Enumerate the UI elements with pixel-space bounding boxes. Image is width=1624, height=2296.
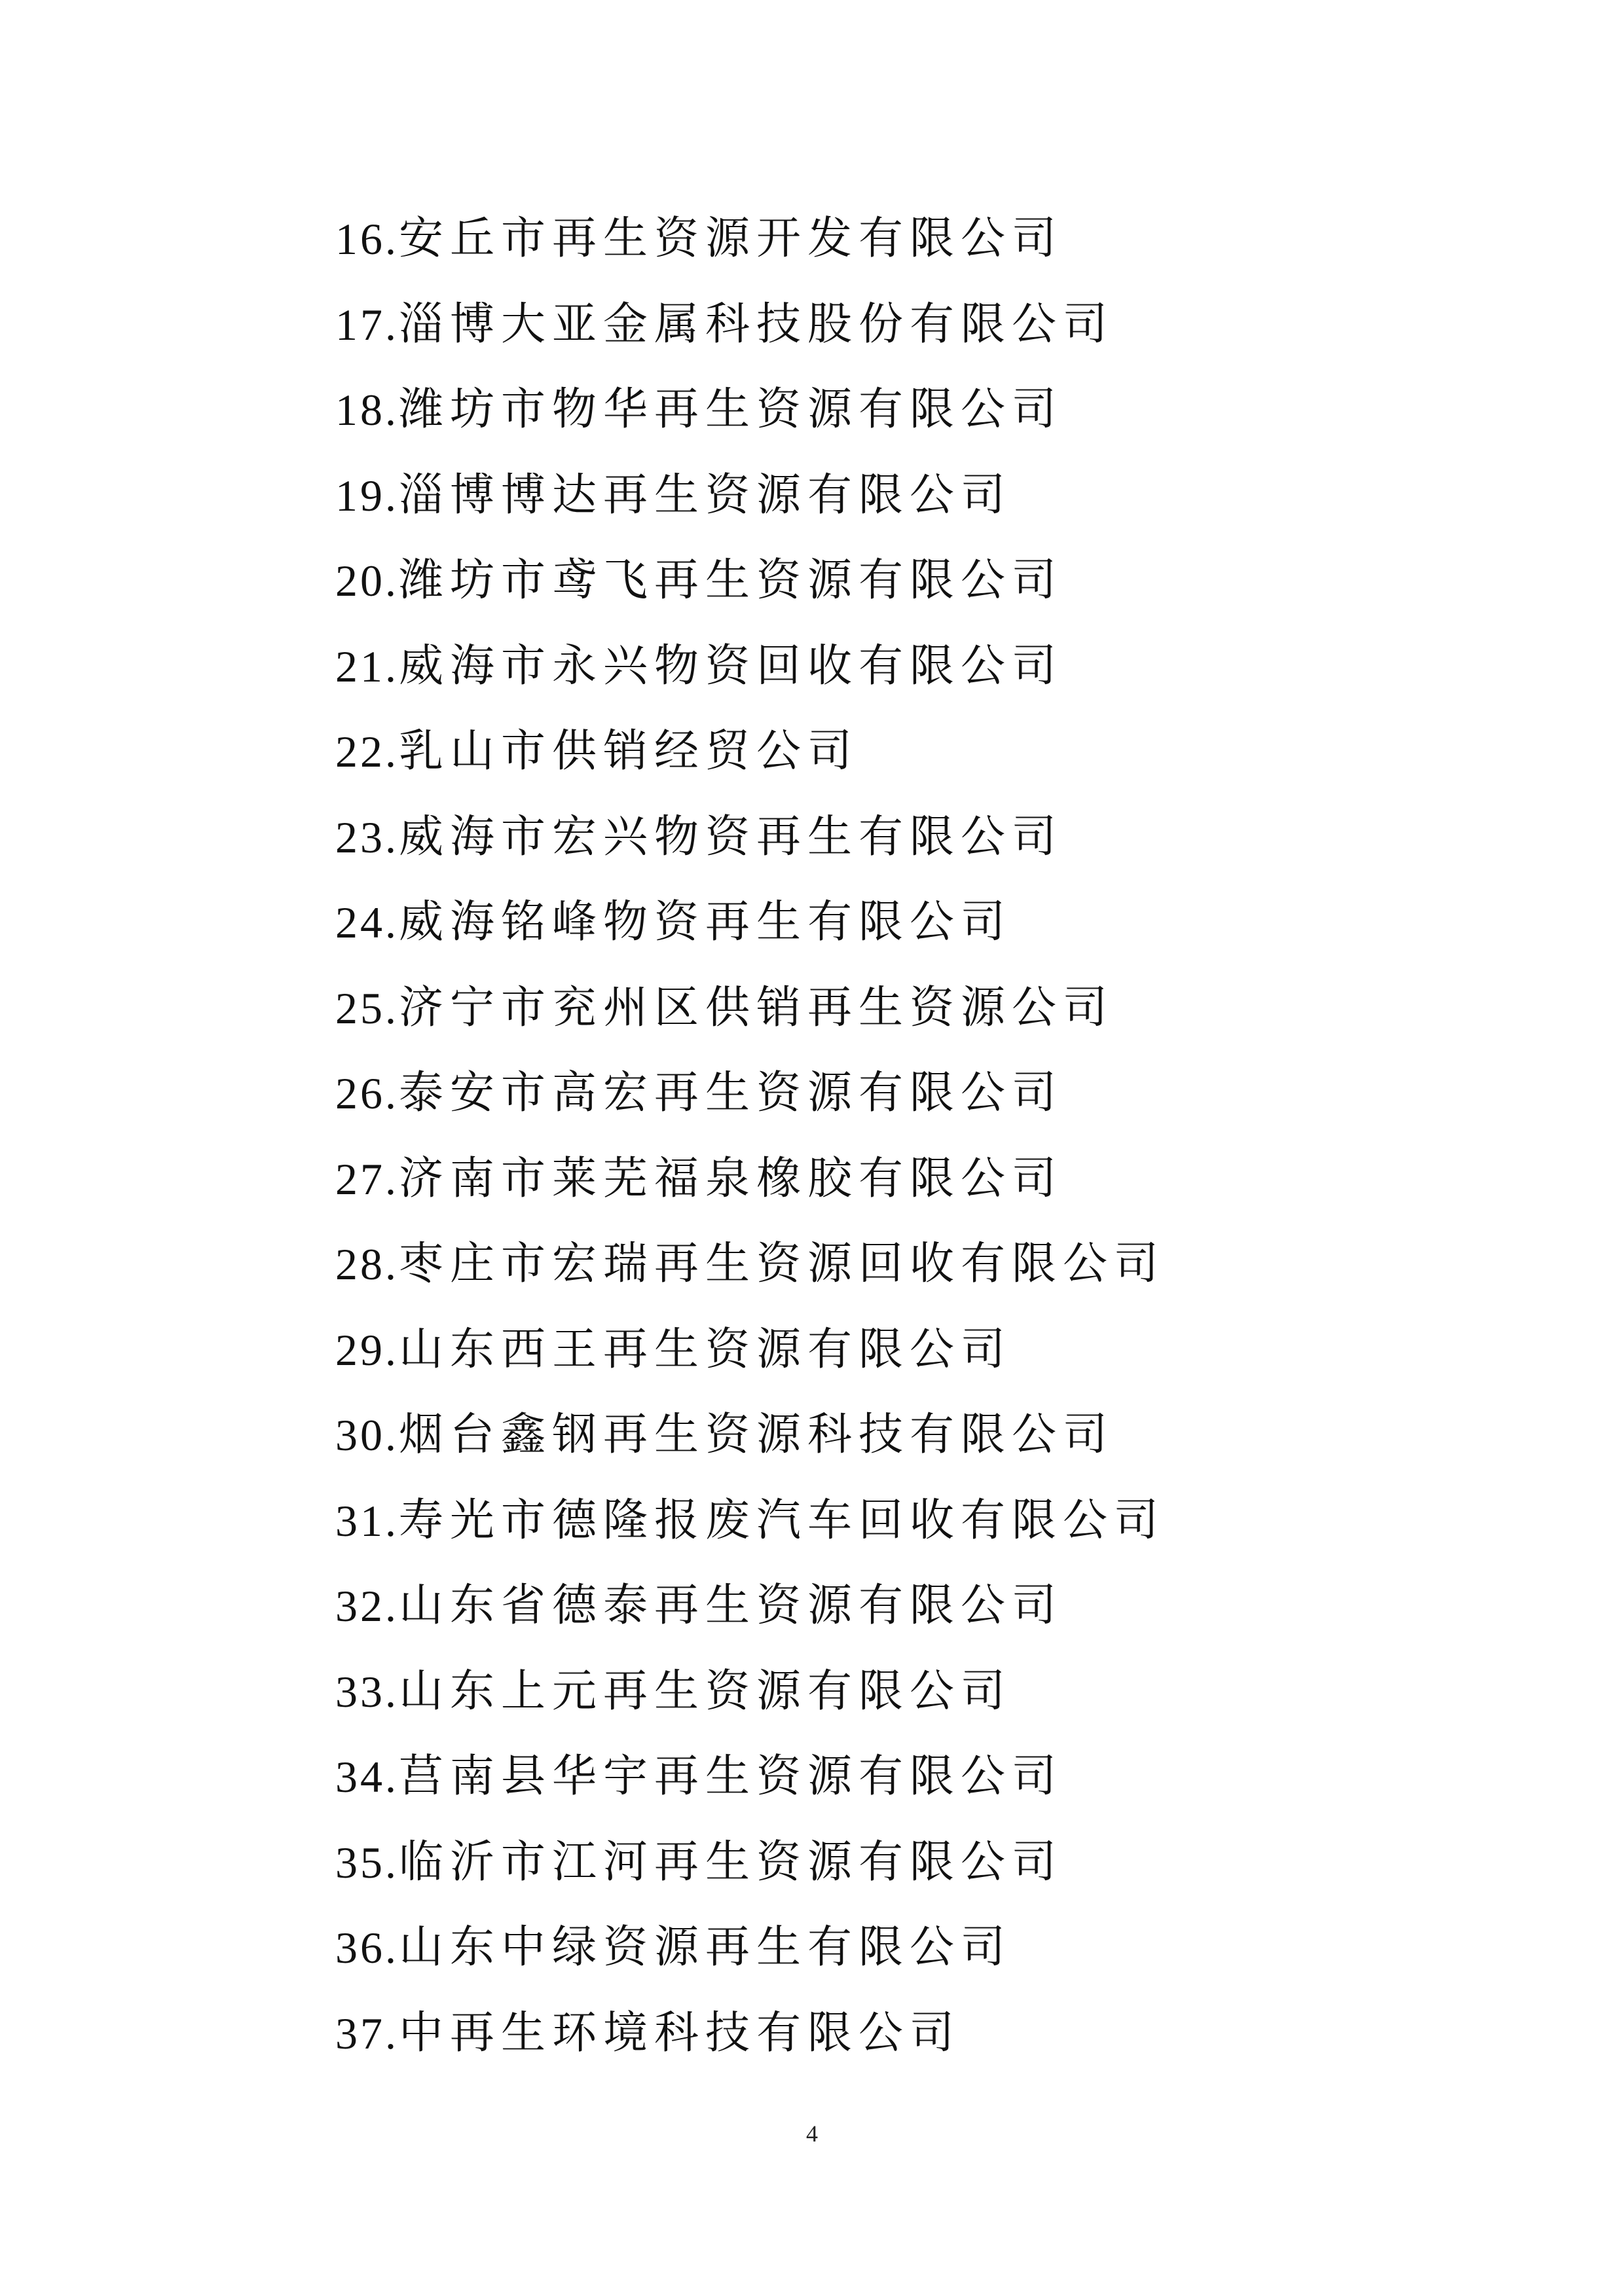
item-number: 27. (335, 1154, 399, 1204)
company-name: 潍坊市物华再生资源有限公司 (399, 384, 1063, 435)
company-name: 潍坊市鸢飞再生资源有限公司 (399, 555, 1063, 606)
item-number: 36. (335, 1923, 399, 1973)
company-name: 山东西王再生资源有限公司 (399, 1323, 1012, 1376)
item-number: 31. (335, 1495, 399, 1546)
list-item (335, 719, 1165, 805)
item-number: 33. (335, 1666, 399, 1717)
item-number: 20. (335, 556, 399, 606)
company-name: 山东中绿资源再生有限公司 (399, 1922, 1012, 1973)
list-item (335, 1573, 1165, 1659)
company-name: 乳山市供销经贸公司 (399, 725, 859, 777)
company-name: 威海市永兴物资回收有限公司 (399, 640, 1063, 692)
company-name: 寿光市德隆报废汽车回收有限公司 (399, 1494, 1166, 1546)
list-item (335, 890, 1165, 975)
company-name: 泰安市高宏再生资源有限公司 (399, 1067, 1063, 1119)
list-item (335, 1488, 1165, 1574)
company-name: 莒南县华宇再生资源有限公司 (399, 1751, 1063, 1802)
item-number: 21. (335, 641, 399, 691)
item-number: 25. (335, 983, 399, 1033)
company-name: 威海铭峰物资再生有限公司 (399, 896, 1012, 948)
company-name: 济南市莱芜福泉橡胶有限公司 (399, 1152, 1063, 1205)
item-number: 35. (335, 1837, 399, 1887)
item-number: 17. (335, 299, 399, 350)
company-name: 淄博博达再生资源有限公司 (399, 469, 1012, 521)
company-name: 中再生环境科技有限公司 (399, 2007, 961, 2059)
company-name: 临沂市江河再生资源有限公司 (399, 1836, 1063, 1888)
list-item (335, 975, 1165, 1061)
list-item (335, 634, 1165, 720)
item-number: 32. (335, 1581, 399, 1631)
list-item (335, 2001, 1165, 2086)
list-item (335, 1744, 1165, 1830)
item-number: 23. (335, 812, 399, 862)
company-name: 山东省德泰再生资源有限公司 (399, 1580, 1063, 1631)
list-item (335, 377, 1165, 463)
company-name: 烟台鑫钢再生资源科技有限公司 (399, 1409, 1115, 1461)
item-number: 34. (335, 1752, 399, 1802)
list-item (335, 1231, 1165, 1317)
list-item (335, 206, 1165, 292)
list-item (335, 1146, 1165, 1232)
item-number: 28. (335, 1239, 399, 1289)
list-item (335, 1915, 1165, 2001)
list-item (335, 1830, 1165, 1916)
list-item (335, 805, 1165, 890)
item-number: 18. (335, 385, 399, 435)
list-item (335, 548, 1165, 634)
list-item (335, 1402, 1165, 1488)
list-item (335, 463, 1165, 549)
page-number: 4 (806, 2121, 818, 2147)
item-number: 29. (335, 1324, 399, 1375)
list-item (335, 1317, 1165, 1403)
company-list (335, 206, 1165, 2086)
company-name: 安丘市再生资源开发有限公司 (399, 213, 1063, 264)
item-number: 37. (335, 2008, 399, 2058)
item-number: 22. (335, 727, 399, 776)
company-name: 山东上元再生资源有限公司 (399, 1665, 1012, 1717)
list-item (335, 292, 1165, 378)
item-number: 16. (335, 214, 399, 264)
item-number: 26. (335, 1068, 399, 1118)
company-name: 济宁市兖州区供销再生资源公司 (399, 981, 1115, 1034)
list-item (335, 1061, 1165, 1146)
item-number: 30. (335, 1410, 399, 1460)
item-number: 24. (335, 898, 399, 947)
item-number: 19. (335, 470, 399, 520)
company-name: 威海市宏兴物资再生有限公司 (399, 811, 1063, 863)
list-item (335, 1659, 1165, 1745)
company-name: 淄博大亚金属科技股份有限公司 (399, 298, 1115, 350)
company-name: 枣庄市宏瑞再生资源回收有限公司 (399, 1238, 1166, 1290)
